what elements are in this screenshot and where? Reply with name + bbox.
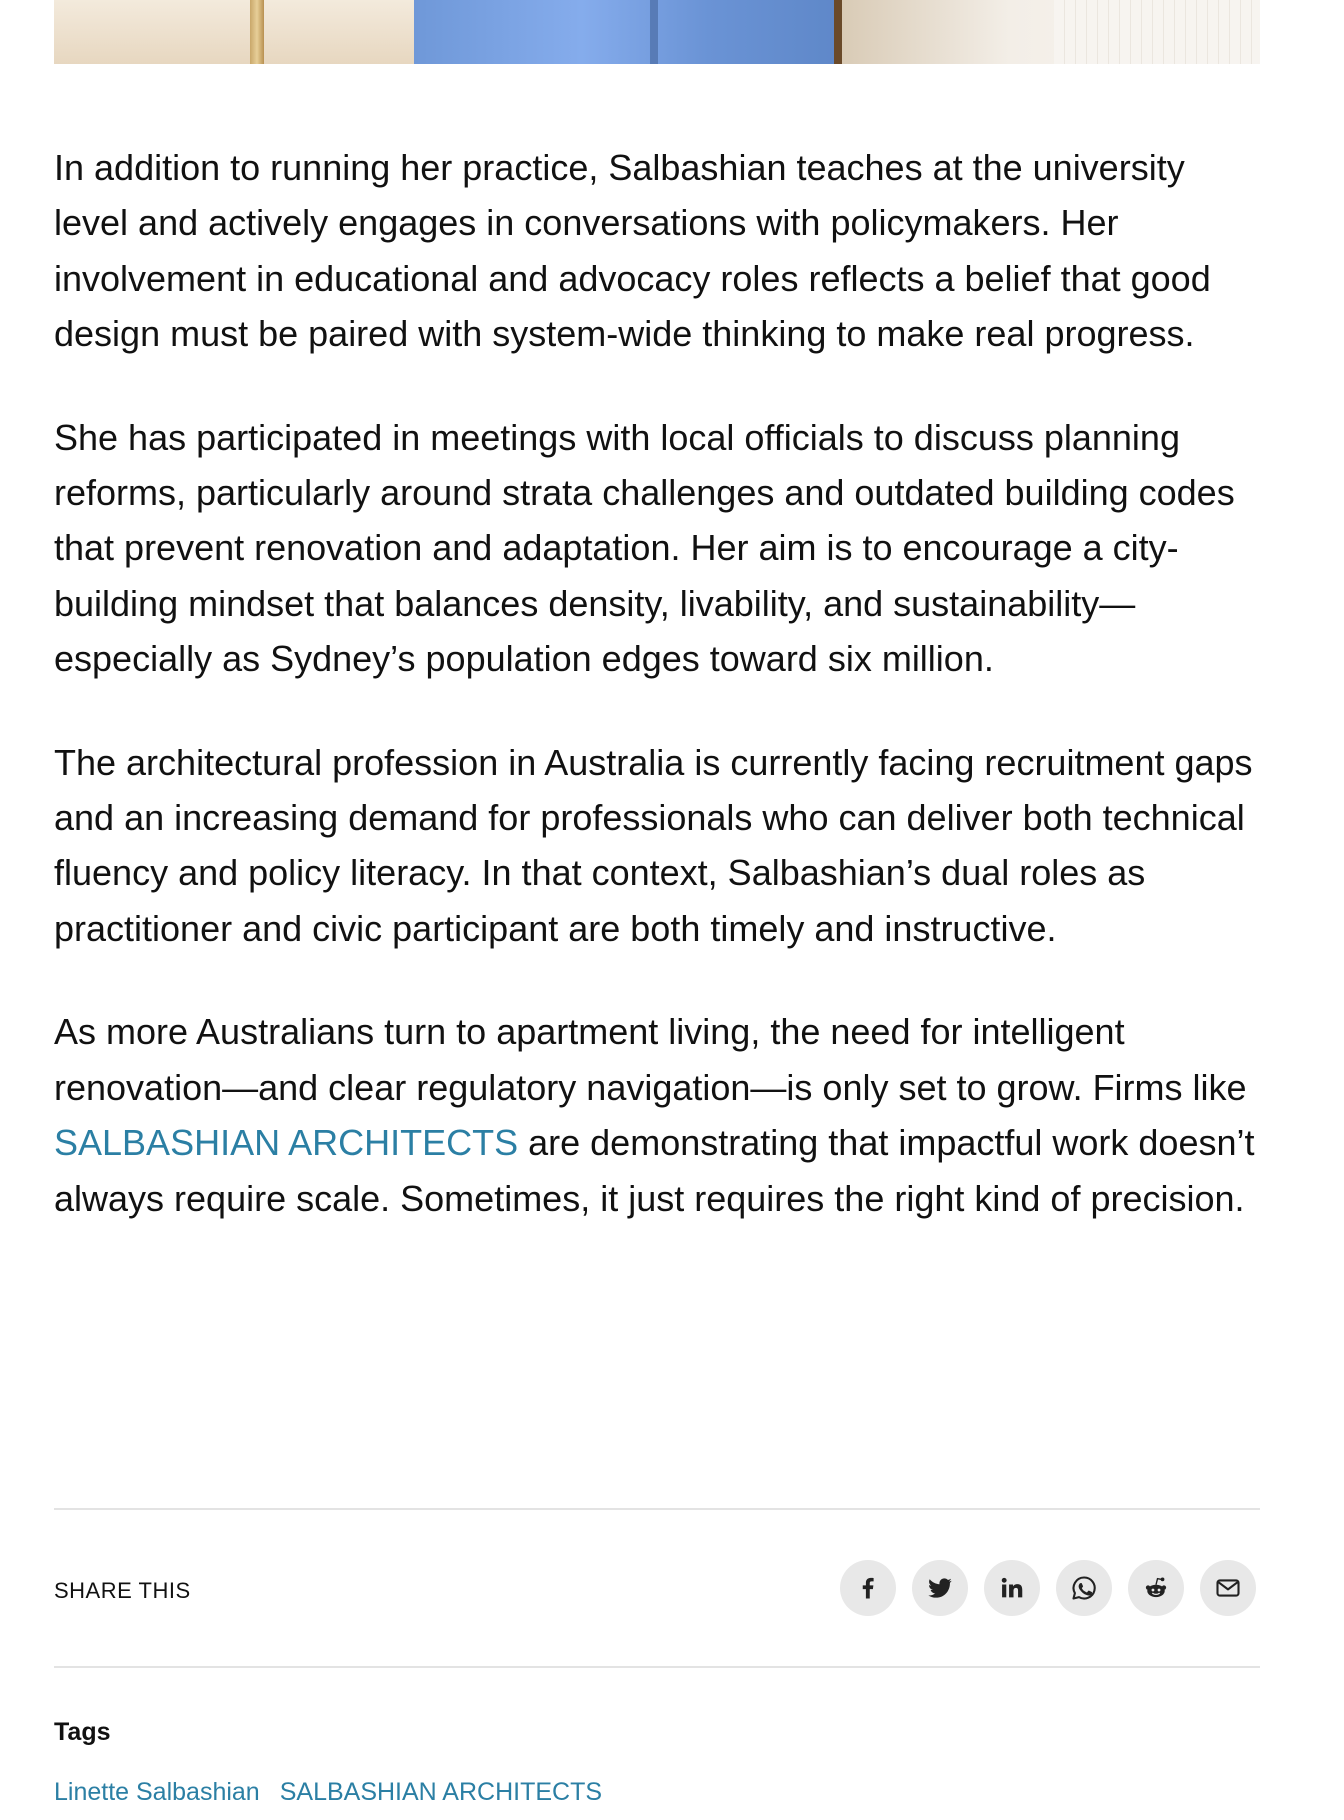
paragraph-4-text-after-link: are demonstrating that impactful work doesn’t always require scale. Sometimes, it just requires the right kind of precision. xyxy=(54,1122,1255,1219)
facebook-icon xyxy=(854,1574,882,1602)
share-linkedin-button[interactable] xyxy=(984,1560,1040,1616)
hero-door-hinge xyxy=(250,0,264,64)
tags-divider xyxy=(54,1666,1260,1668)
tags-list xyxy=(54,1778,602,1807)
reddit-icon xyxy=(1142,1574,1170,1602)
paragraph-4-text-before-link: As more Australians turn to apartment living, the need for intelligent renovation—and clear regulatory navigation—is only set to grow. Firms like xyxy=(54,1011,1247,1108)
email-icon xyxy=(1214,1574,1242,1602)
share-facebook-button[interactable] xyxy=(840,1560,896,1616)
share-email-button[interactable] xyxy=(1200,1560,1256,1616)
share-label: SHARE THIS xyxy=(54,1578,191,1603)
share-reddit-button[interactable] xyxy=(1128,1560,1184,1616)
article-paragraph-2: She has participated in meetings with local officials to discuss planning reforms, particularly around strata challenges and outdated building codes that prevent renovation and adaptation. Her aim is to encourage a city-building mindset that balances density, livability, and sustainability—especially as Sydney’s population edges toward six million. xyxy=(54,416,1235,680)
hero-shirt-fold xyxy=(650,0,658,64)
article-hero-image xyxy=(54,0,1260,64)
hero-wall-panel xyxy=(1054,0,1260,64)
share-whatsapp-button[interactable] xyxy=(1056,1560,1112,1616)
tag-link-salbashian-architects[interactable]: SALBASHIAN ARCHITECTS xyxy=(279,1778,603,1806)
share-buttons xyxy=(840,1560,1256,1618)
salbashian-architects-link[interactable]: SALBASHIAN ARCHITECTS xyxy=(54,1122,519,1164)
hero-blue-shirt xyxy=(414,0,834,64)
linkedin-icon xyxy=(998,1574,1026,1602)
tag-link-linette-salbashian[interactable]: Linette Salbashian xyxy=(54,1778,260,1806)
tags-heading: Tags xyxy=(54,1718,111,1746)
article-paragraph-1: In addition to running her practice, Salbashian teaches at the university level and actively engages in conversations with policymakers. Her involvement in educational and advocacy roles reflects a belief that good design must be paired with system-wide thinking to make real progress. xyxy=(54,147,1211,355)
share-twitter-button[interactable] xyxy=(912,1560,968,1616)
hero-frame-edge xyxy=(834,0,842,64)
article-paragraph-3: The architectural profession in Australia is currently facing recruitment gaps and an increasing demand for professionals who can deliver both technical fluency and policy literacy. In that context, Salbashian’s dual roles as practitioner and civic participant are both timely and instructive. xyxy=(54,741,1253,949)
whatsapp-icon xyxy=(1070,1574,1098,1602)
article-paragraph-4 xyxy=(54,1004,1264,1226)
article-body xyxy=(54,140,1264,1274)
twitter-icon xyxy=(926,1574,954,1602)
hero-door-frame xyxy=(54,0,414,64)
share-divider-top xyxy=(54,1508,1260,1510)
